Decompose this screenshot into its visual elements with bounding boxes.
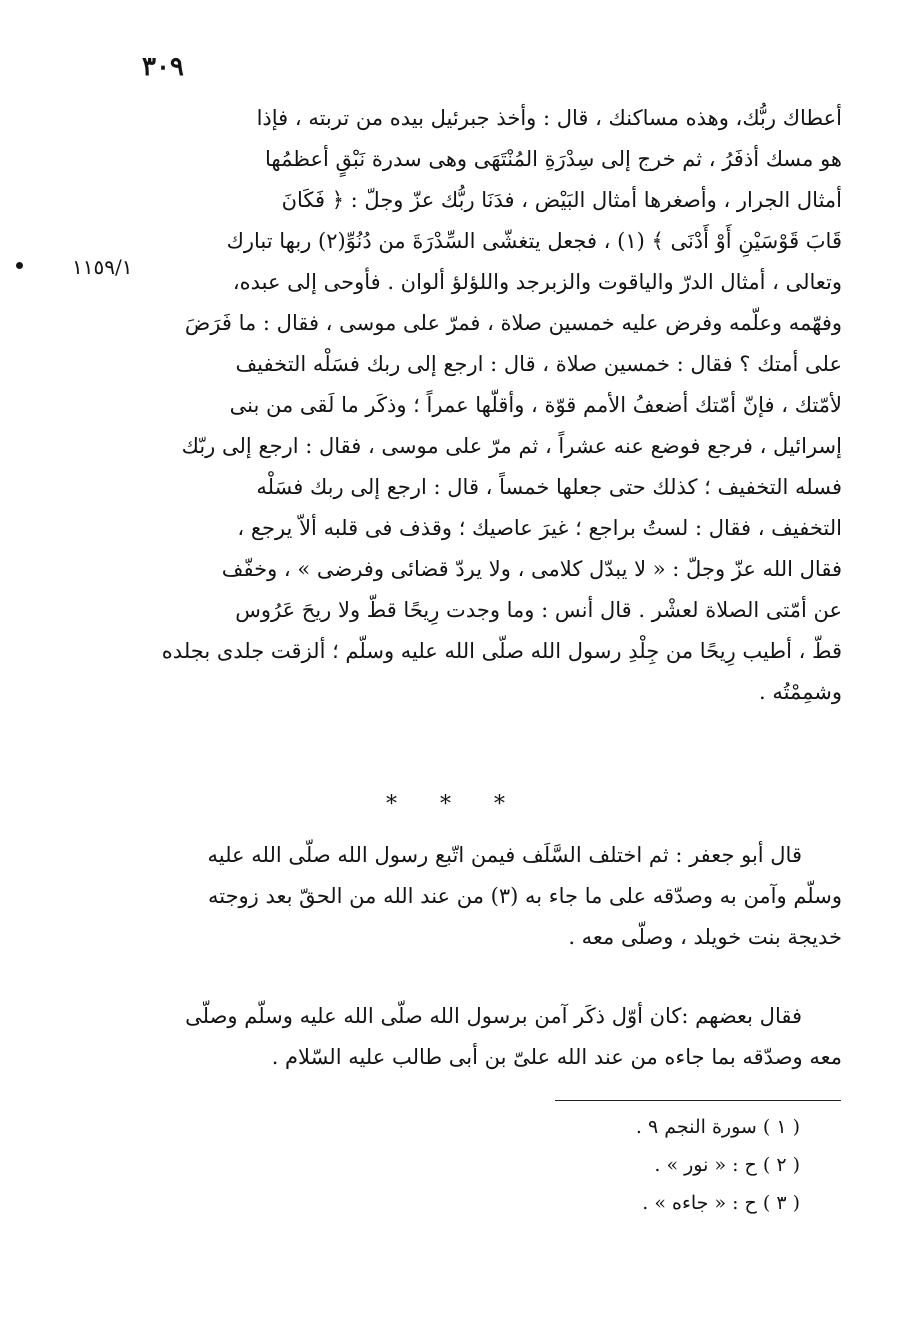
margin-dot bbox=[16, 262, 23, 269]
footnote: ( ١ ) سورة النجم ٩ . bbox=[635, 1116, 800, 1138]
text-line: وشمِمْتُه . bbox=[759, 680, 842, 704]
text-line: فسله التخفيف ؛ كذلك حتى جعلها خمساً ، قال : ارجع إلى ربك فسَلْه bbox=[256, 475, 842, 499]
text-line: هو مسك أذفَرُ ، ثم خرج إلى سِدْرَةِ المُنْتَهَى وهى سدرة نَبْقٍ أعظمُها bbox=[265, 147, 842, 171]
text-line: لأمّتك ، فإنّ أمّتك أضعفُ الأمم قوّة ، وأقلّها عمراً ؛ وذكَر ما لَقى من بنى bbox=[229, 393, 842, 417]
paragraph-second bbox=[162, 835, 842, 958]
text-line: التخفيف ، فقال : لستُ براجع ؛ غيرَ عاصيك ؛ وقذف فى قلبه ألاّ يرجع ، bbox=[237, 516, 842, 540]
text-line: فقال بعضهم :كان أوّل ذكَر آمن برسول الله صلّى الله عليه وسلّم وصلّى bbox=[185, 1004, 802, 1028]
text-line: وتعالى ، أمثال الدرّ والياقوت والزبرجد واللؤلؤ ألوان . فأوحى إلى عبده، bbox=[232, 270, 842, 294]
text-line: وفهّمه وعلّمه وفرض عليه خمسين صلاة ، فمرّ على موسى ، فقال : ما فَرَضَ bbox=[184, 311, 842, 335]
text-line: أمثال الجرار ، وأصغرها أمثال البَيْض ، فدَنَا ربُّك عزّ وجلّ : ﴿ فَكَانَ bbox=[281, 188, 842, 212]
text-line: إسرائيل ، فرجع فوضع عنه عشراً ، ثم مرّ على موسى ، فقال : ارجع إلى ربّك bbox=[181, 434, 842, 458]
text-line: فقال الله عزّ وجلّ : « لا يبدّل كلامى ، ولا يردّ قضائى وفرضى » ، وخفّف bbox=[221, 557, 842, 581]
footnote: ( ٢ ) ح : « نور » . bbox=[654, 1154, 800, 1176]
text-line: قال أبو جعفر : ثم اختلف السَّلَف فيمن اتّبع رسول الله صلّى الله عليه bbox=[207, 843, 802, 867]
text-line: عن أمّتى الصلاة لعشْر . قال أنس : وما وجدت رِيحًا قطّ ولا ريحَ عَرُوس bbox=[235, 598, 842, 622]
text-line: قَابَ قَوْسَيْنِ أَوْ أَدْنَى ﴾ (١) ، فجعل يتغشّى السِّدْرَةَ من دُنُوِّ(٢) ربها تبارك bbox=[226, 229, 842, 253]
main-text-block bbox=[162, 98, 842, 713]
paragraph-third bbox=[162, 996, 842, 1078]
text-line: أعطاك ربُّك، وهذه مساكنك ، قال : وأخذ جبرئيل بيده من تربته ، فإذا bbox=[256, 106, 842, 130]
page-number: ٣٠٩ bbox=[142, 52, 184, 82]
text-line: على أمتك ؟ فقال : خمسين صلاة ، قال : ارجع إلى ربك فسَلْه التخفيف bbox=[235, 352, 842, 376]
margin-reference: ١١٥٩/١ bbox=[72, 255, 133, 279]
text-line: وسلّم وآمن به وصدّقه على ما جاء به (٣) من عند الله من الحقّ بعد زوجته bbox=[207, 884, 842, 908]
text-line: معه وصدّقه بما جاءه من عند الله علىّ بن أبى طالب عليه السّلام . bbox=[271, 1045, 842, 1069]
footnote: ( ٣ ) ح : « جاءه » . bbox=[642, 1192, 800, 1214]
footnotes bbox=[500, 1108, 800, 1222]
text-line: قطّ ، أطيب رِيحًا من جِلْدِ رسول الله صلّى الله عليه وسلّم ؛ ألزقت جلدى بجلده bbox=[162, 639, 842, 663]
section-separator: * * * bbox=[386, 792, 523, 817]
footnote-rule bbox=[555, 1100, 841, 1101]
text-line: خديجة بنت خويلد ، وصلّى معه . bbox=[568, 925, 842, 949]
